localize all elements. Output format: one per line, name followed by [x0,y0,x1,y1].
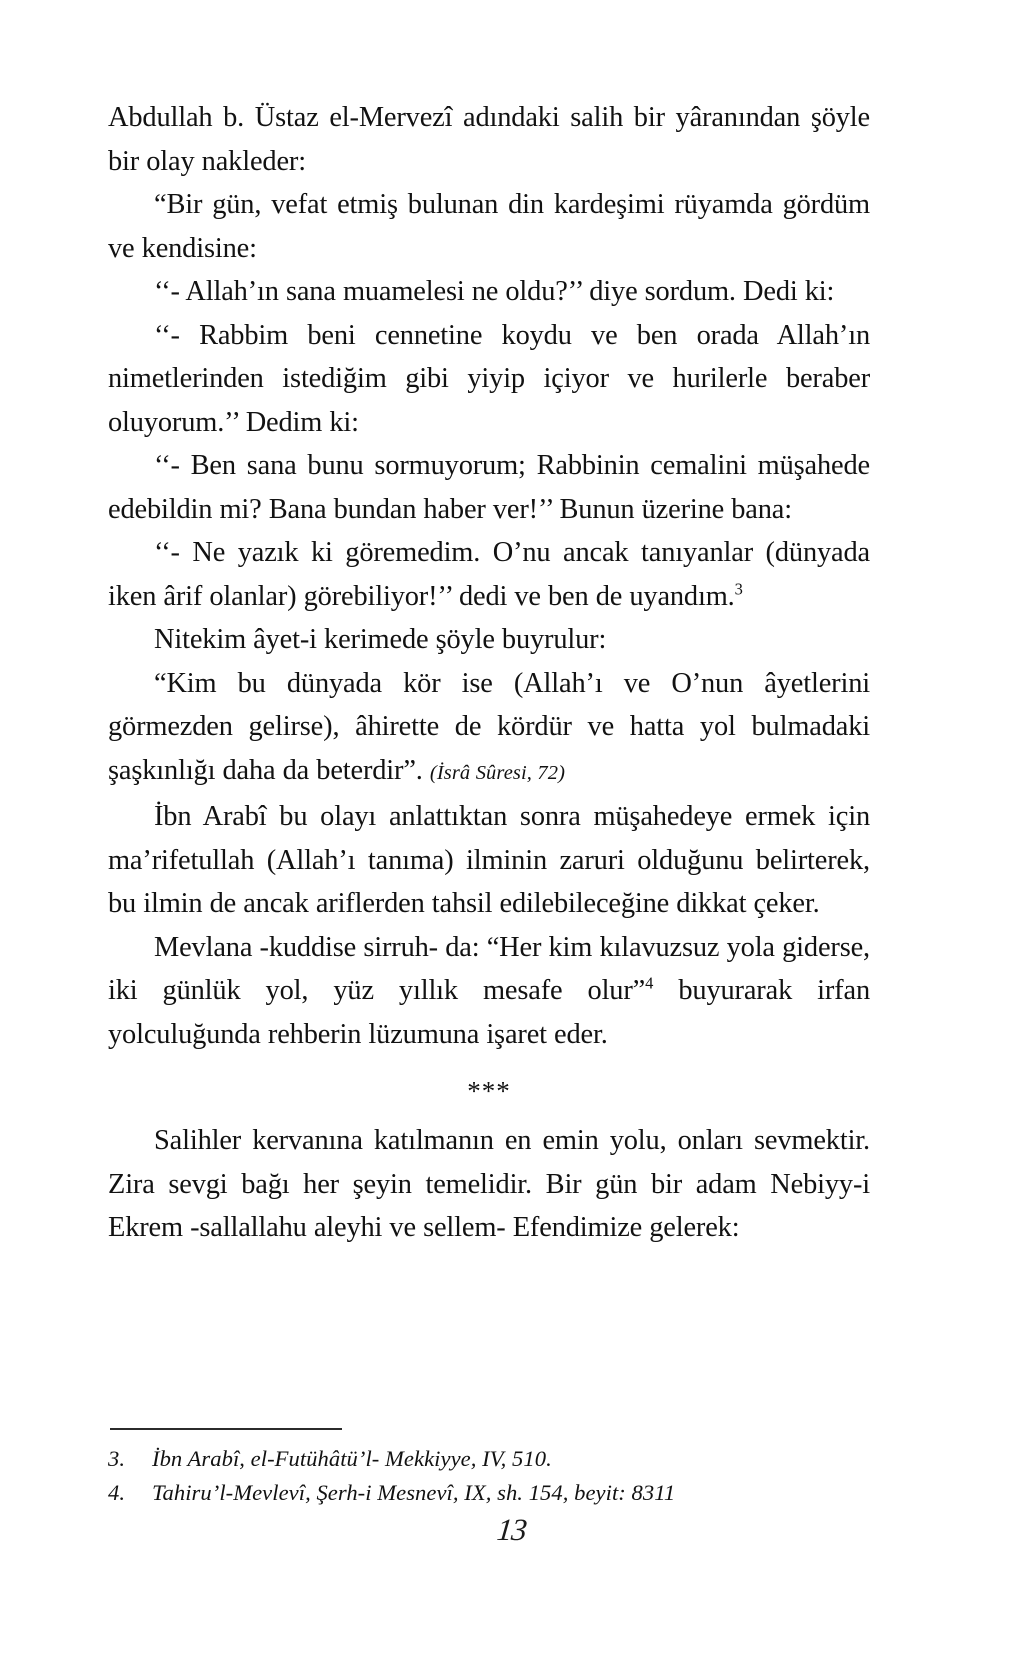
paragraph-10 [108,926,870,1057]
paragraph-11: Salihler kervanına katılmanın en emin yolu, onları sevmektir. Zira sevgi bağı her şeyin temelidir. Bir gün bir adam Nebiyy-i Ekrem -sallallahu aleyhi ve sellem- Efendimize gelerek: [108,1125,870,1243]
quran-quote-text: “Kim bu dünyada kör ise (Allah’ı ve O’nun âyetlerini görmezden gelirse), âhirette de kördür ve hatta yol bulmadaki şaşkınlığı daha da beterdir”. [108,667,870,786]
paragraph-6-text: ‘‘- Ne yazık ki göremedim. O’nu ancak tanıyanlar (dünyada iken ârif olanlar) görebiliyor!’’ dedi ve ben de uyandım. [108,537,870,612]
page-number: 13 [495,1512,528,1547]
quran-citation: (İsrâ Sûresi, 72) [429,761,566,784]
footnote-list [108,1442,888,1509]
footnote-separator-rule [110,1428,342,1430]
paragraph-2: “Bir gün, vefat etmiş bulunan din kardeşimi rüyamda gördüm ve kendisine: [108,189,870,264]
footnote-ref-3[interactable]: 3 [734,579,743,599]
paragraph-7: Nitekim âyet-i kerimede şöyle buyrulur: [154,624,607,655]
footnote-text: Tahiru’l-Mevlevî, Şerh-i Mesnevî, IX, sh. 154, beyit: 8311 [152,1479,676,1505]
footnote-number: 4. [108,1479,126,1505]
paragraph-6 [108,531,870,618]
body-text-block [108,96,870,1250]
footnote-text: İbn Arabî, el-Futühâtü’l- Mekkiyye, IV, 510. [152,1446,552,1471]
paragraph-5: ‘‘- Ben sana bunu sormuyorum; Rabbinin cemalini müşahede edebildin mi? Bana bundan haber ver!’’ Bunun üzerine bana: [108,450,870,525]
paragraph-10-text-before: Mevlana -kuddise sirruh- da: “Her kim kılavuzsuz yola giderse, iki günlük yol, yüz yıllık mesafe olur” [108,931,870,1006]
paragraph-4: ‘‘- Rabbim beni cennetine koydu ve ben orada Allah’ın nimetlerinden istediğim gibi yiyip içiyor ve hurilerle beraber oluyorum.’’ Dedim ki: [108,319,870,438]
paragraph-10-text-after: buyurarak irfan yolculuğunda rehberin lüzumuna işaret eder. [108,975,870,1050]
paragraph-8 [108,662,870,796]
paragraph-9: İbn Arabî bu olayı anlattıktan sonra müşahedeye ermek için ma’rifetullah (Allah’ı tanıma) ilminin zaruri olduğunu belirterek, bu ilmin de ancak ariflerden tahsil edilebileceğine dikkat çeker. [108,801,870,919]
footnote-item [108,1476,888,1510]
section-divider: *** [467,1076,511,1106]
footnote-ref-4[interactable]: 4 [645,973,654,993]
paragraph-3: ‘‘- Allah’ın sana muamelesi ne oldu?’’ diye sordum. Dedi ki: [154,276,835,307]
paragraph-1: Abdullah b. Üstaz el-Mervezî adındaki salih bir yâranından şöyle bir olay nakleder: [108,102,870,177]
footnote-number: 3. [108,1446,126,1471]
footnote-item [108,1442,888,1476]
